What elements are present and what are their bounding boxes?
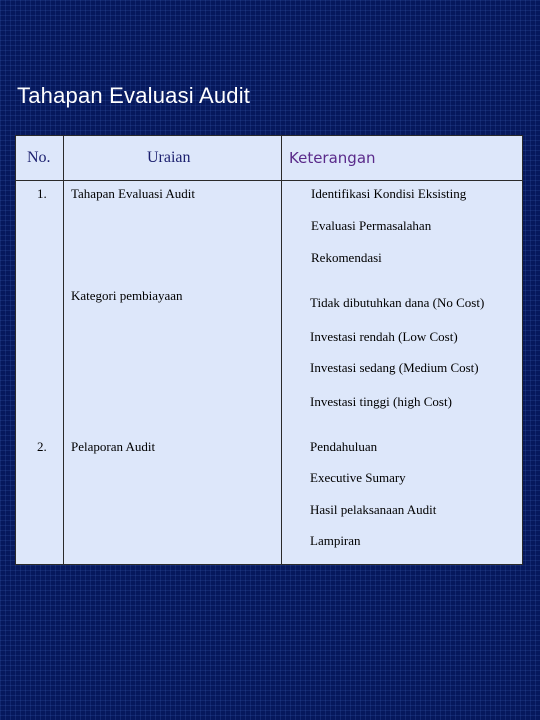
evaluation-table — [15, 135, 523, 565]
header-uraian: Uraian — [147, 149, 191, 166]
keterangan-item: Hasil pelaksanaan Audit — [310, 502, 437, 517]
keterangan-item: Rekomendasi — [311, 250, 382, 265]
keterangan-item: Lampiran — [310, 533, 361, 548]
header-divider — [16, 180, 522, 181]
slide-title: Tahapan Evaluasi Audit — [17, 83, 251, 108]
header-keterangan: Keterangan — [289, 149, 376, 167]
keterangan-item: Evaluasi Permasalahan — [311, 218, 432, 233]
keterangan-item: Executive Sumary — [310, 470, 406, 485]
keterangan-item: Identifikasi Kondisi Eksisting — [311, 186, 467, 201]
column-divider-no — [63, 136, 64, 564]
keterangan-item: Pendahuluan — [310, 439, 378, 454]
header-no: No. — [27, 149, 51, 166]
uraian-item: Tahapan Evaluasi Audit — [71, 186, 196, 201]
keterangan-item: Investasi sedang (Medium Cost) — [310, 360, 479, 375]
uraian-item: Pelaporan Audit — [71, 439, 156, 454]
row-number: 2. — [37, 439, 47, 454]
keterangan-item: Investasi tinggi (high Cost) — [310, 394, 452, 409]
row-number: 1. — [37, 186, 47, 201]
column-divider-uraian — [281, 136, 282, 564]
uraian-item: Kategori pembiayaan — [71, 288, 183, 303]
keterangan-item: Tidak dibutuhkan dana (No Cost) — [310, 295, 485, 310]
keterangan-item: Investasi rendah (Low Cost) — [310, 329, 458, 344]
